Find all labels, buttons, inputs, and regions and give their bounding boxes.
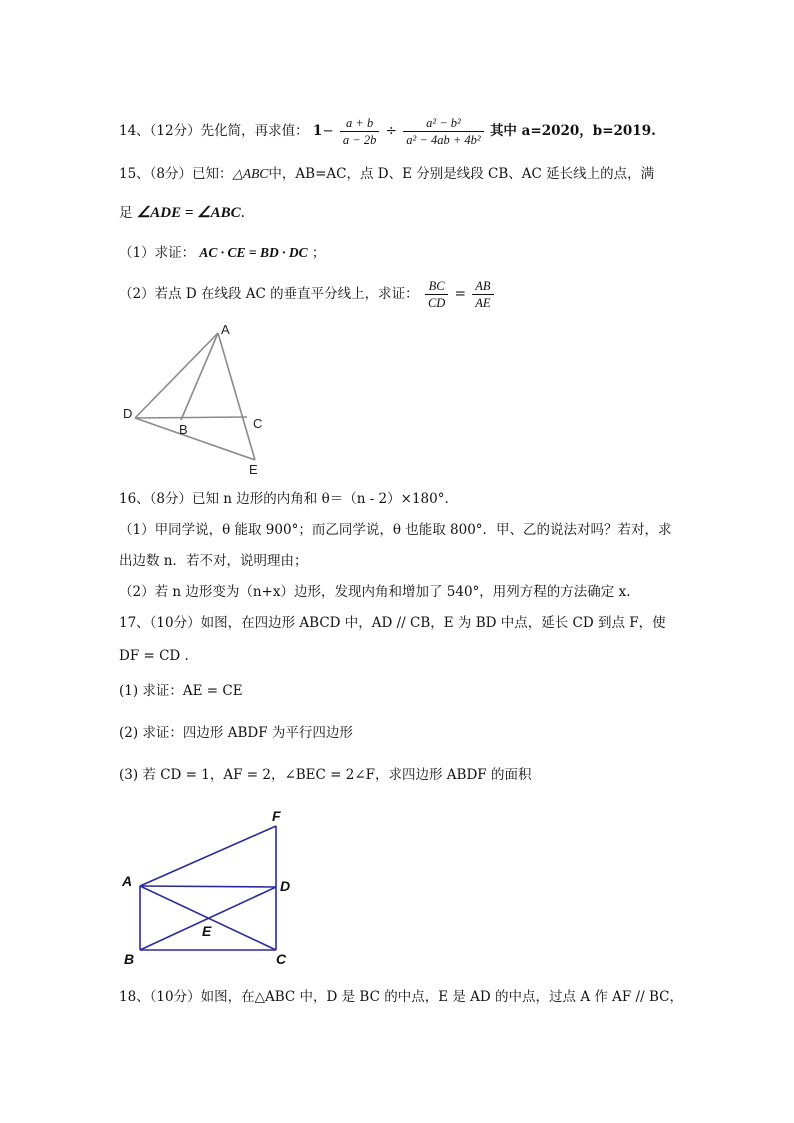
q14-minus: − xyxy=(322,123,334,139)
q15-p1-label: （1）求证： xyxy=(119,245,196,261)
q15-frac-ab-ae xyxy=(472,278,493,311)
q16-line-2: （1）甲同学说，θ 能取 900°；而乙同学说，θ 也能取 800°．甲、乙的说法对吗？若对，求 xyxy=(119,522,672,538)
q15-line-1 xyxy=(119,164,654,184)
q17-quadrilateral-figure xyxy=(118,806,308,971)
q14-suffix: 其中 a=2020，b=2019. xyxy=(489,123,656,139)
q18-line-1: 18、（10分）如图，在△ABC 中，D 是 BC 的中点，E 是 AD 的中点，过点 A 作 AF // BC， xyxy=(119,989,683,1005)
q15-p1-end: ； xyxy=(311,245,326,261)
q14-divide: ÷ xyxy=(385,123,397,139)
q17-line-1: 17、（10分）如图，在四边形 ABCD 中，AD // CB，E 为 BD 中点，延长 CD 到点 F，使 xyxy=(119,615,666,631)
q15-p2-label: （2）若点 D 在线段 AC 的垂直平分线上，求证： xyxy=(119,286,419,302)
line-ae xyxy=(218,333,255,460)
q15-line2-a: 足 xyxy=(119,205,133,221)
label-d: D xyxy=(280,878,291,894)
line-ad xyxy=(140,886,276,887)
q15-eq-sign: = xyxy=(454,286,466,302)
q17-part-3: (3) 若 CD = 1，AF = 2，∠BEC = 2∠F，求四边形 ABDF 的面积 xyxy=(119,767,532,783)
q15-triangle: △ABC xyxy=(232,166,269,181)
label-b: B xyxy=(179,422,188,437)
q14-frac1-numerator: a + b xyxy=(340,115,379,132)
line-dc xyxy=(135,417,247,418)
q14-one: 1 xyxy=(312,123,323,139)
label-e: E xyxy=(202,923,212,939)
q14-frac2-denominator: a² − 4ab + 4b² xyxy=(406,133,481,147)
q15-line-2 xyxy=(119,203,245,223)
q15-frac2-num: AB xyxy=(472,278,493,295)
label-a: A xyxy=(221,322,230,337)
q15-frac1-den: CD xyxy=(427,296,446,310)
label-c: C xyxy=(253,416,263,431)
line-de xyxy=(135,418,255,460)
q16-line-1: 16、（8分）已知 n 边形的内角和 θ＝（n - 2）×180°. xyxy=(119,491,449,507)
q15-frac-bc-cd xyxy=(425,278,448,311)
line-ad xyxy=(135,333,218,418)
q17-part-2: (2) 求证：四边形 ABDF 为平行四边形 xyxy=(119,725,353,741)
q14-prefix: 14、（12分）先化简，再求值： xyxy=(119,123,309,139)
q14-line xyxy=(119,115,656,148)
q17-line-2: DF = CD . xyxy=(119,648,189,664)
q14-frac2-numerator: a² − b² xyxy=(403,115,483,132)
q15-triangle-figure xyxy=(115,318,285,478)
q15-frac1-num: BC xyxy=(425,278,448,295)
line-af xyxy=(140,826,276,886)
label-d: D xyxy=(123,406,133,421)
q15-line1-a: 15、（8分）已知： xyxy=(119,166,233,182)
label-a: A xyxy=(122,873,133,889)
q14-frac1-denominator: a − 2b xyxy=(342,133,377,147)
q15-part-1 xyxy=(119,243,325,263)
q16-line-4: （2）若 n 边形变为（n+x）边形，发现内角和增加了 540°，用列方程的方法确定 x. xyxy=(119,584,631,600)
q14-fraction-2 xyxy=(403,115,483,148)
q15-p1-eq: AC · CE = BD · DC xyxy=(199,245,308,260)
q15-line1-b: 中，AB=AC，点 D、E 分别是线段 CB、AC 延长线上的点，满 xyxy=(268,166,655,182)
label-f: F xyxy=(272,808,281,824)
label-e: E xyxy=(249,462,258,477)
q15-frac2-den: AE xyxy=(475,296,491,310)
line-ab xyxy=(181,333,218,420)
q15-part-2 xyxy=(119,276,496,312)
q16-line-3: 出边数 n．若不对，说明理由； xyxy=(119,553,308,569)
q17-part-1: (1) 求证：AE = CE xyxy=(119,683,243,699)
label-b: B xyxy=(124,951,135,967)
label-c: C xyxy=(276,951,287,967)
q15-angle-eq: ∠ADE = ∠ABC xyxy=(136,205,241,221)
q14-fraction-1 xyxy=(340,115,379,148)
q15-line2-b: . xyxy=(240,205,245,221)
